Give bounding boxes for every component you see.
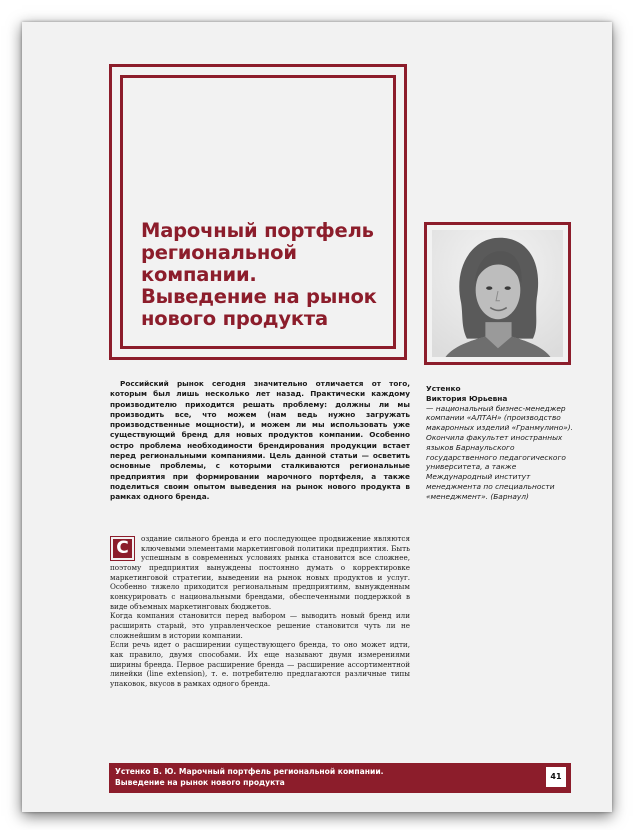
article-title: Марочный портфель региональной компании. Выведение на рынок нового продукта <box>141 219 377 330</box>
article-lead: Российский рынок сегодня значительно отличается от того, которым был лишь несколько лет назад. Практически каждому производителю приходится решать проблему: должны ли мы производить все, что можем (нам ведь нужно загружать производственные мощности), и можем ли мы использовать уже существующий бренд для новых продуктов компании. Особенно остро проблема необходимости брендирования продукции встает перед региональными компаниями. Цель данной статьи — осветить основные проблемы, с которыми сталкиваются региональные предприятия при формировании марочного портфеля, а также поделиться своим опытом выведения на рынок нового продукта в рамках одного бренда. <box>110 379 410 502</box>
title-frame <box>109 64 407 360</box>
body-paragraph-2: Когда компания становится перед выбором — выводить новый бренд или расширять старый, это управленческое решение становится чуть ли не сложнейшим в истории компании. <box>110 611 410 640</box>
dropcap-letter: С <box>113 539 132 558</box>
article-body <box>110 534 410 689</box>
journal-page <box>22 22 612 812</box>
body-paragraph-1: оздание сильного бренда и его последующее продвижение являются ключевыми элементами маркетинговой политики предприятия. Быть успешным в современных условиях рынка становится все сложнее, поэтому предприятия вынуждены постоянно думать о корректировке маркетинговой стратегии, выведении на рынок новых продуктов и услуг. Особенно тяжело приходится региональным предприятиям, вынужденным конкурировать с национальными брендами, обеспеченными поддержкой в виде объемных маркетинговых бюджетов. <box>110 534 410 611</box>
author-info <box>426 384 574 502</box>
author-name: Устенко Виктория Юрьевна <box>426 384 508 403</box>
footer-bar <box>109 763 571 793</box>
author-photo-frame <box>424 222 571 365</box>
author-description: — национальный бизнес-менеджер компании «АЛТАН» (производство макаронных изделий «Гранмулино»). Окончила факультет иностранных языков Барнаульского государственного педагогического университета, а также Международный институт менеджмента по специальности «менеджмент». (Барнаул) <box>426 403 573 501</box>
portrait-image <box>432 230 563 357</box>
footer-citation: Устенко В. Ю. Марочный портфель региональной компании. Выведение на рынок нового продукта <box>115 767 384 787</box>
page-number: 41 <box>545 766 567 788</box>
body-paragraph-3: Если речь идет о расширении существующего бренда, то оно может идти, как правило, двумя способами. Их еще называют двумя измерениями ширины бренда. Первое расширение бренда — расширение ассортиментной линейки (line extension), т. е. потребителю предлагаются различные типы упаковок, вкусов в рамках одного бренда. <box>110 640 410 688</box>
author-photo <box>432 230 563 357</box>
title-frame-inner <box>120 75 396 349</box>
dropcap <box>110 536 135 561</box>
